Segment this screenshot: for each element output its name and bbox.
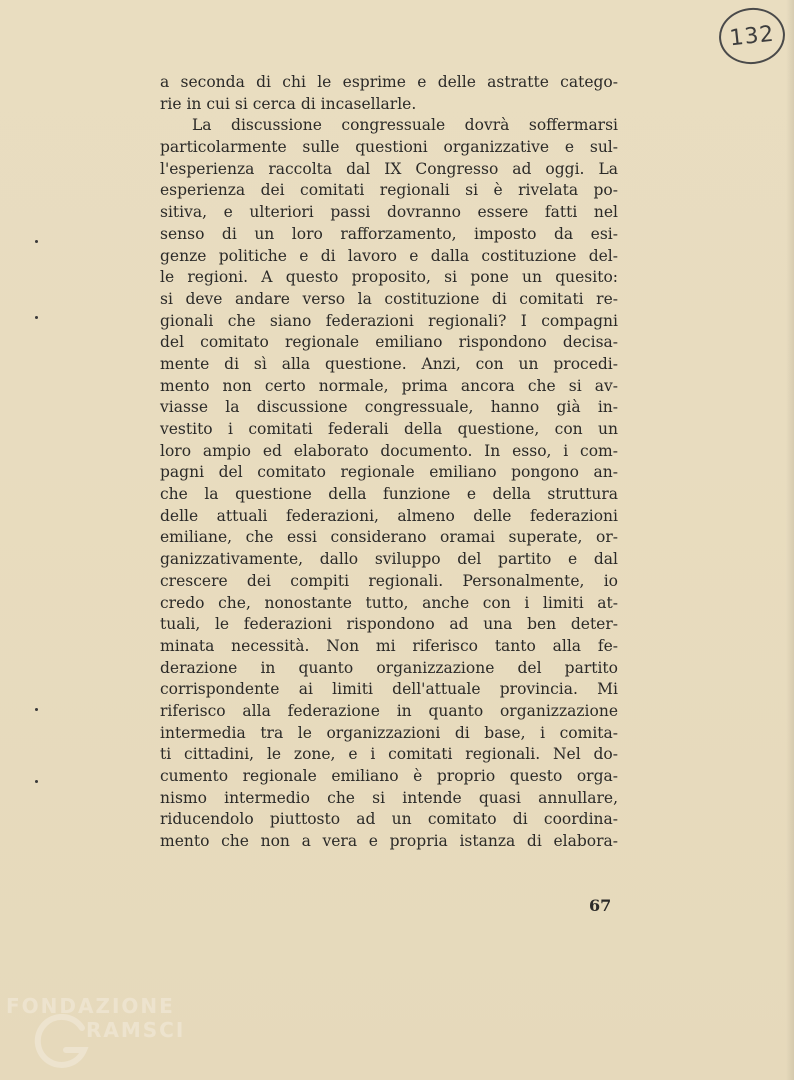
text-line: riducendolo piuttosto ad un comitato di coordina- bbox=[160, 810, 618, 829]
text-line: vestito i comitati federali della questione, con un bbox=[160, 420, 618, 438]
watermark-line-2: RAMSCI bbox=[86, 1018, 186, 1042]
text-line: che la questione della funzione e della struttura bbox=[160, 485, 618, 504]
text-line: ti cittadini, le zone, e i comitati regionali. Nel do- bbox=[160, 745, 618, 764]
body-text bbox=[160, 72, 618, 853]
text-line: sitiva, e ulteriori passi dovranno essere fatti nel bbox=[160, 203, 618, 222]
text-line: mente di sì alla questione. Anzi, con un procedi- bbox=[160, 354, 618, 373]
text-line: ganizzativamente, dallo sviluppo del partito e dal bbox=[160, 550, 618, 569]
text-line: intermedia tra le organizzazioni di base, i comita- bbox=[160, 723, 618, 742]
text-line: La discussione congressuale dovrà soffermarsi bbox=[192, 116, 618, 135]
text-line: mento che non a vera e propria istanza di elabora- bbox=[160, 832, 618, 851]
archive-stamp bbox=[716, 5, 787, 68]
margin-mark bbox=[35, 240, 38, 243]
text-line: pagni del comitato regionale emiliano pongono an- bbox=[160, 463, 618, 482]
margin-mark bbox=[35, 708, 38, 711]
text-line: corrispondente ai limiti dell'attuale provincia. Mi bbox=[160, 680, 618, 699]
gramsci-logo-icon bbox=[34, 1014, 92, 1072]
margin-mark bbox=[35, 316, 38, 319]
text-line: le regioni. A questo proposito, si pone un quesito: bbox=[160, 268, 618, 287]
page-edge-shadow bbox=[786, 0, 794, 1080]
text-line: gionali che siano federazioni regionali? I compagni bbox=[160, 311, 618, 330]
text-line: minata necessità. Non mi riferisco tanto alla fe- bbox=[160, 636, 618, 655]
text-line: nismo intermedio che si intende quasi annullare, bbox=[160, 788, 618, 807]
margin-mark bbox=[35, 780, 38, 783]
text-line: senso di un loro rafforzamento, imposto da esi- bbox=[160, 224, 618, 243]
text-line: del comitato regionale emiliano rispondono decisa- bbox=[160, 333, 618, 352]
watermark-line-1: FONDAZIONE bbox=[6, 994, 175, 1018]
text-line: l'esperienza raccolta dal IX Congresso ad oggi. La bbox=[160, 159, 618, 178]
text-line: mento non certo normale, prima ancora che si av- bbox=[160, 376, 618, 395]
text-line: si deve andare verso la costituzione di comitati re- bbox=[160, 289, 618, 308]
text-line: riferisco alla federazione in quanto organizzazione bbox=[160, 701, 618, 720]
page-number: 67 bbox=[589, 896, 612, 915]
text-line: rie in cui si cerca di incasellarle. bbox=[160, 94, 417, 113]
text-line: genze politiche e di lavoro e dalla costituzione del- bbox=[160, 246, 618, 265]
text-line: crescere dei compiti regionali. Personalmente, io bbox=[160, 571, 618, 590]
text-line: a seconda di chi le esprime e delle astratte catego- bbox=[160, 73, 618, 91]
text-line: esperienza dei comitati regionali si è rivelata po- bbox=[160, 181, 618, 200]
text-line: viasse la discussione congressuale, hanno già in- bbox=[160, 398, 618, 417]
text-line: tuali, le federazioni rispondono ad una ben deter- bbox=[160, 615, 618, 634]
text-line: delle attuali federazioni, almeno delle federazioni bbox=[160, 506, 618, 525]
archive-stamp-number: 132 bbox=[728, 21, 776, 51]
text-line: emiliane, che essi considerano oramai superate, or- bbox=[160, 528, 618, 547]
text-line: credo che, nonostante tutto, anche con i limiti at- bbox=[160, 593, 618, 612]
fondazione-gramsci-watermark bbox=[6, 994, 196, 1074]
text-line: derazione in quanto organizzazione del partito bbox=[160, 658, 618, 677]
text-line: cumento regionale emiliano è proprio questo orga- bbox=[160, 767, 618, 785]
text-line: loro ampio ed elaborato documento. In esso, i com- bbox=[160, 441, 618, 460]
text-line: particolarmente sulle questioni organizzative e sul- bbox=[160, 138, 618, 157]
